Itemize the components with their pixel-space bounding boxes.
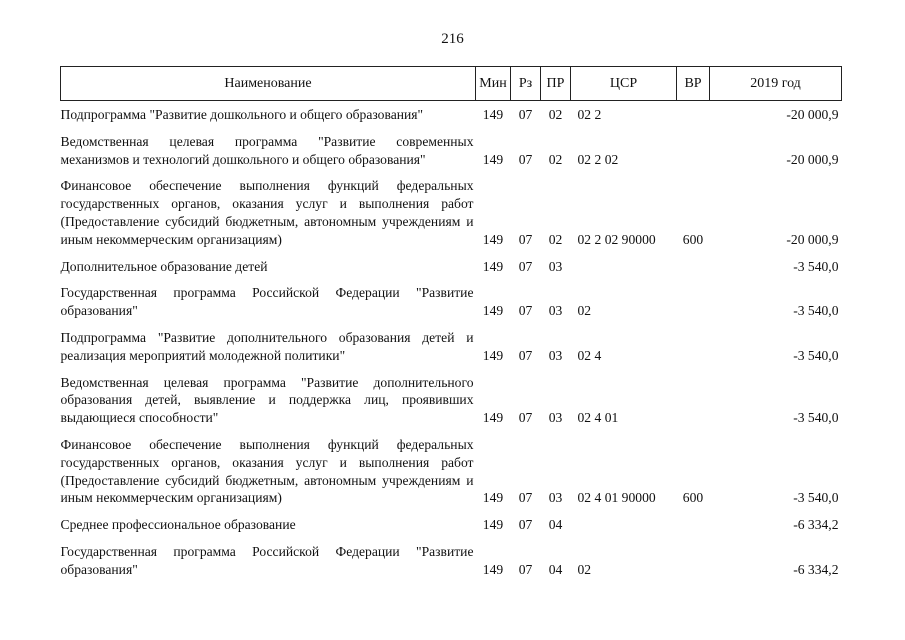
row-min: 149 <box>482 561 504 577</box>
table-header <box>61 67 842 101</box>
row-vr <box>677 124 710 169</box>
row-name: Государственная программа Российской Федерации "Развитие образования" <box>60 543 474 577</box>
row-rz: 07 <box>518 231 533 247</box>
row-pr: 03 <box>548 490 563 506</box>
row-amount: -3 540,0 <box>793 258 839 274</box>
row-vr: 600 <box>682 490 704 506</box>
table-row <box>61 507 842 534</box>
row-name: Государственная программа Российской Федерации "Развитие образования" <box>60 285 474 319</box>
header-min: Мин <box>476 67 511 101</box>
row-amount: -20 000,9 <box>786 107 839 122</box>
row-rz: 07 <box>518 258 533 274</box>
row-min: 149 <box>482 107 504 122</box>
row-csr: 02 2 02 <box>577 151 619 167</box>
row-rz: 07 <box>518 347 533 363</box>
row-csr <box>571 507 677 534</box>
row-rz: 07 <box>518 561 533 577</box>
page-number: 216 <box>441 31 464 47</box>
header-rz: Рз <box>511 67 541 101</box>
row-pr: 02 <box>548 151 563 167</box>
row-rz: 07 <box>518 490 533 506</box>
row-min: 149 <box>482 231 504 247</box>
table-row <box>61 124 842 169</box>
row-amount: -20 000,9 <box>786 151 839 167</box>
row-csr: 02 2 02 90000 <box>577 231 656 247</box>
row-amount: -6 334,2 <box>793 561 839 577</box>
header-row <box>61 67 842 101</box>
row-csr: 02 2 <box>577 107 602 122</box>
row-amount: -3 540,0 <box>793 490 839 506</box>
row-pr: 02 <box>548 107 563 122</box>
row-name: Среднее профессиональное образование <box>60 517 296 533</box>
table-row <box>61 275 842 320</box>
row-rz: 07 <box>518 410 533 426</box>
row-rz: 07 <box>518 107 533 122</box>
row-min: 149 <box>482 490 504 506</box>
header-pr: ПР <box>541 67 571 101</box>
row-amount: -20 000,9 <box>786 231 839 247</box>
row-pr: 03 <box>548 258 563 274</box>
row-csr: 02 4 01 90000 <box>577 490 656 506</box>
row-vr <box>677 534 710 579</box>
row-pr: 03 <box>548 303 563 319</box>
row-csr: 02 4 <box>577 347 602 363</box>
row-rz: 07 <box>518 151 533 167</box>
row-vr <box>677 275 710 320</box>
row-rz: 07 <box>518 517 533 533</box>
row-pr: 04 <box>548 561 563 577</box>
row-name: Ведомственная целевая программа "Развитие современных механизмов и технологий дошкольного и общего образования" <box>60 133 474 167</box>
table-row <box>61 168 842 248</box>
row-min: 149 <box>482 151 504 167</box>
row-vr: 600 <box>682 231 704 247</box>
header-name: Наименование <box>61 67 476 101</box>
row-pr: 03 <box>548 347 563 363</box>
row-csr: 02 <box>577 561 592 577</box>
row-pr: 02 <box>548 231 563 247</box>
row-csr <box>571 249 677 276</box>
row-csr: 02 4 01 <box>577 410 619 426</box>
header-vr: ВР <box>677 67 710 101</box>
row-amount: -6 334,2 <box>793 517 839 533</box>
row-amount: -3 540,0 <box>793 347 839 363</box>
row-vr <box>677 507 710 534</box>
row-pr: 04 <box>548 517 563 533</box>
table-body <box>61 101 842 579</box>
row-name: Финансовое обеспечение выполнения функций федеральных государственных органов, оказания услуг и выполнения работ (Предоставление субсидий бюджетным, автономным учреждениям и иным некоммерческим организациям) <box>60 178 474 247</box>
row-name: Ведомственная целевая программа "Развитие дополнительного образования детей, выявление и поддержка лиц, проявивших выдающиеся способности" <box>60 374 474 426</box>
row-min: 149 <box>482 517 504 533</box>
table-row <box>61 101 842 124</box>
row-pr: 03 <box>548 410 563 426</box>
row-min: 149 <box>482 410 504 426</box>
row-name: Финансовое обеспечение выполнения функций федеральных государственных органов, оказания услуг и выполнения работ (Предоставление субсидий бюджетным, автономным учреждениям и иным некоммерческим организациям) <box>60 436 474 506</box>
table-row <box>61 249 842 276</box>
header-csr: ЦСР <box>571 67 677 101</box>
budget-table <box>60 66 842 579</box>
row-vr <box>677 249 710 276</box>
row-vr <box>677 365 710 427</box>
table-row <box>61 320 842 365</box>
row-min: 149 <box>482 303 504 319</box>
row-vr <box>677 320 710 365</box>
row-min: 149 <box>482 347 504 363</box>
row-csr: 02 <box>577 303 592 319</box>
table-row <box>61 534 842 579</box>
row-name: Дополнительное образование детей <box>60 258 268 274</box>
row-amount: -3 540,0 <box>793 303 839 319</box>
row-name: Подпрограмма "Развитие дополнительного образования детей и реализация мероприятий молодежной политики" <box>60 329 474 363</box>
table-row <box>61 365 842 427</box>
row-rz: 07 <box>518 303 533 319</box>
header-year: 2019 год <box>710 67 842 101</box>
row-name: Подпрограмма "Развитие дошкольного и общего образования" <box>60 107 424 122</box>
row-amount: -3 540,0 <box>793 410 839 426</box>
table-row <box>61 427 842 507</box>
row-vr <box>677 101 710 124</box>
row-min: 149 <box>482 258 504 274</box>
